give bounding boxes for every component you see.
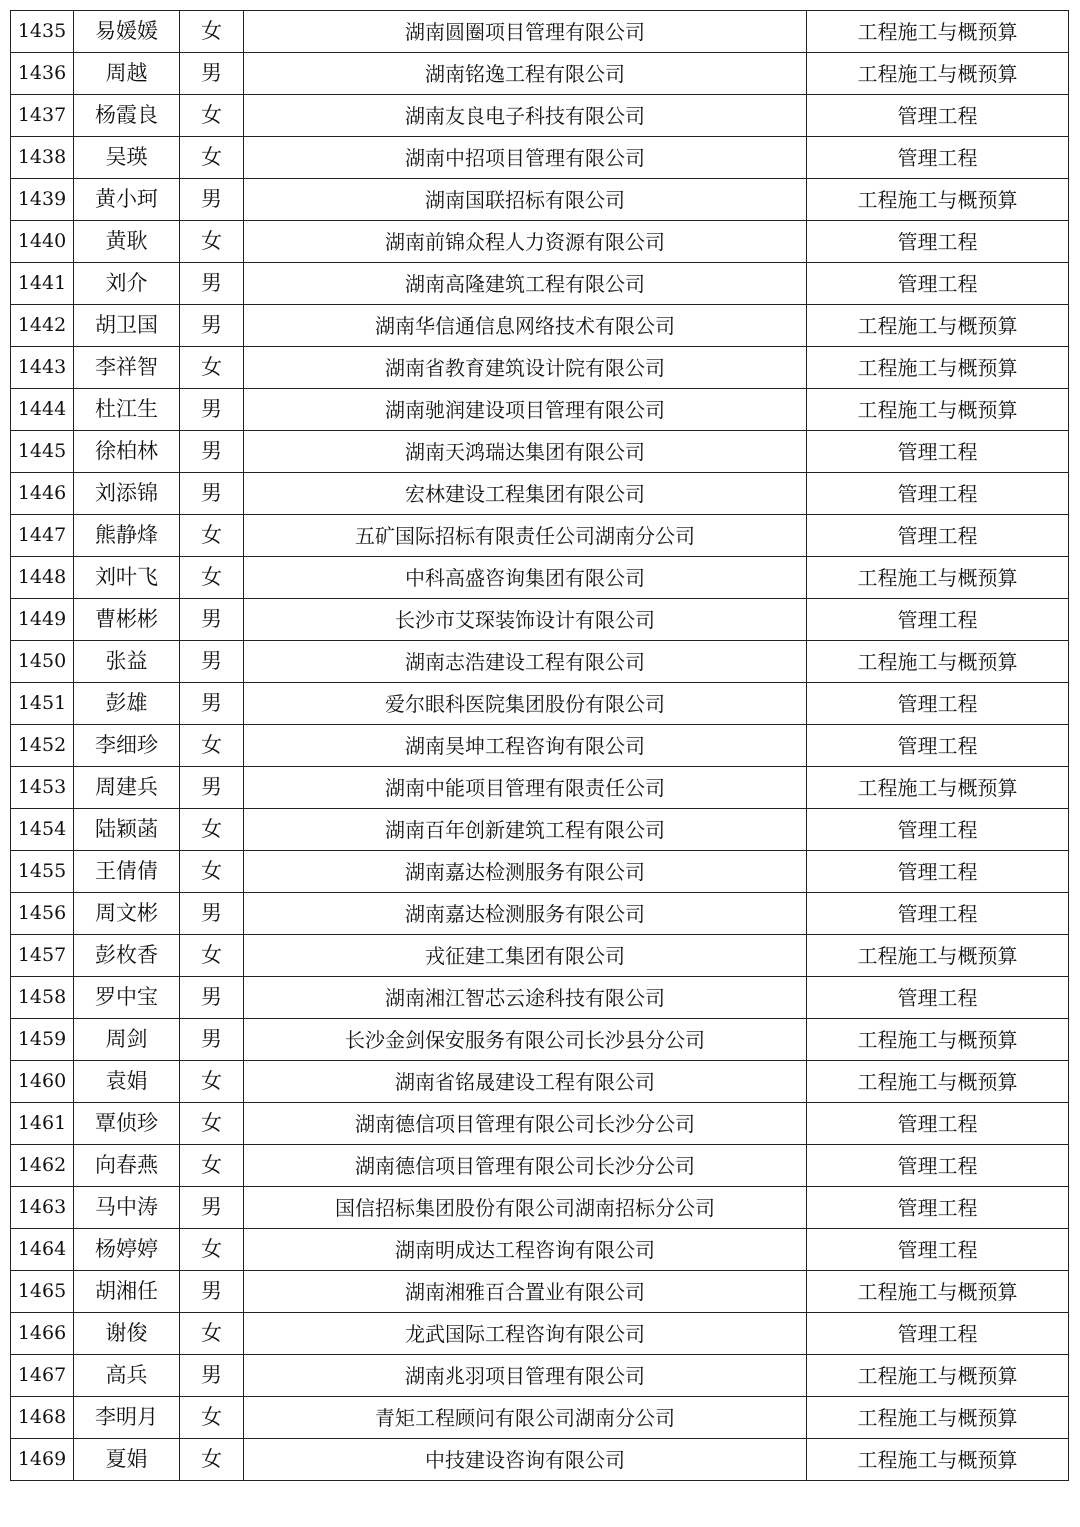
name-cell: 周文彬 [74, 893, 180, 935]
gender-cell: 男 [180, 263, 244, 305]
personnel-table-body [11, 11, 1069, 1481]
company-cell: 湖南湘江智芯云途科技有限公司 [244, 977, 807, 1019]
row-number-cell: 1453 [11, 767, 74, 809]
major-cell: 管理工程 [807, 977, 1069, 1019]
company-cell: 湖南嘉达检测服务有限公司 [244, 893, 807, 935]
table-row [11, 95, 1069, 137]
table-row [11, 347, 1069, 389]
row-number-cell: 1446 [11, 473, 74, 515]
table-row [11, 851, 1069, 893]
company-cell: 湖南省教育建筑设计院有限公司 [244, 347, 807, 389]
name-cell: 曹彬彬 [74, 599, 180, 641]
row-number-cell: 1455 [11, 851, 74, 893]
table-row [11, 683, 1069, 725]
table-row [11, 977, 1069, 1019]
row-number-cell: 1461 [11, 1103, 74, 1145]
major-cell: 管理工程 [807, 851, 1069, 893]
table-row [11, 389, 1069, 431]
major-cell: 管理工程 [807, 725, 1069, 767]
row-number-cell: 1442 [11, 305, 74, 347]
row-number-cell: 1467 [11, 1355, 74, 1397]
major-cell: 管理工程 [807, 221, 1069, 263]
company-cell: 湖南志浩建设工程有限公司 [244, 641, 807, 683]
major-cell: 管理工程 [807, 431, 1069, 473]
table-row [11, 179, 1069, 221]
major-cell: 工程施工与概预算 [807, 935, 1069, 977]
company-cell: 戎征建工集团有限公司 [244, 935, 807, 977]
row-number-cell: 1459 [11, 1019, 74, 1061]
company-cell: 长沙市艾琛装饰设计有限公司 [244, 599, 807, 641]
table-row [11, 1271, 1069, 1313]
gender-cell: 男 [180, 893, 244, 935]
name-cell: 杨霞良 [74, 95, 180, 137]
major-cell: 工程施工与概预算 [807, 1355, 1069, 1397]
company-cell: 湖南中能项目管理有限责任公司 [244, 767, 807, 809]
table-row [11, 1397, 1069, 1439]
row-number-cell: 1440 [11, 221, 74, 263]
company-cell: 湖南圆圈项目管理有限公司 [244, 11, 807, 53]
table-row [11, 893, 1069, 935]
name-cell: 胡卫国 [74, 305, 180, 347]
company-cell: 湖南省铭晟建设工程有限公司 [244, 1061, 807, 1103]
company-cell: 湖南高隆建筑工程有限公司 [244, 263, 807, 305]
gender-cell: 女 [180, 1145, 244, 1187]
table-row [11, 1145, 1069, 1187]
gender-cell: 男 [180, 1271, 244, 1313]
gender-cell: 女 [180, 1397, 244, 1439]
gender-cell: 女 [180, 557, 244, 599]
row-number-cell: 1438 [11, 137, 74, 179]
gender-cell: 男 [180, 389, 244, 431]
name-cell: 彭枚香 [74, 935, 180, 977]
row-number-cell: 1439 [11, 179, 74, 221]
name-cell: 周越 [74, 53, 180, 95]
name-cell: 杜江生 [74, 389, 180, 431]
row-number-cell: 1447 [11, 515, 74, 557]
major-cell: 管理工程 [807, 263, 1069, 305]
company-cell: 湖南兆羽项目管理有限公司 [244, 1355, 807, 1397]
name-cell: 陆颖菡 [74, 809, 180, 851]
gender-cell: 男 [180, 1019, 244, 1061]
company-cell: 湖南国联招标有限公司 [244, 179, 807, 221]
row-number-cell: 1445 [11, 431, 74, 473]
company-cell: 湖南湘雅百合置业有限公司 [244, 1271, 807, 1313]
table-row [11, 1103, 1069, 1145]
gender-cell: 女 [180, 95, 244, 137]
name-cell: 刘添锦 [74, 473, 180, 515]
table-row [11, 431, 1069, 473]
table-row [11, 221, 1069, 263]
gender-cell: 男 [180, 53, 244, 95]
table-row [11, 809, 1069, 851]
gender-cell: 男 [180, 1355, 244, 1397]
row-number-cell: 1464 [11, 1229, 74, 1271]
gender-cell: 女 [180, 347, 244, 389]
name-cell: 杨婷婷 [74, 1229, 180, 1271]
gender-cell: 男 [180, 641, 244, 683]
table-row [11, 1187, 1069, 1229]
personnel-table [10, 10, 1069, 1481]
company-cell: 湖南昊坤工程咨询有限公司 [244, 725, 807, 767]
gender-cell: 女 [180, 11, 244, 53]
gender-cell: 男 [180, 431, 244, 473]
table-row [11, 1061, 1069, 1103]
name-cell: 刘介 [74, 263, 180, 305]
row-number-cell: 1458 [11, 977, 74, 1019]
gender-cell: 男 [180, 977, 244, 1019]
gender-cell: 女 [180, 725, 244, 767]
row-number-cell: 1454 [11, 809, 74, 851]
company-cell: 湖南友良电子科技有限公司 [244, 95, 807, 137]
gender-cell: 女 [180, 1439, 244, 1481]
company-cell: 国信招标集团股份有限公司湖南招标分公司 [244, 1187, 807, 1229]
row-number-cell: 1443 [11, 347, 74, 389]
company-cell: 湖南铭逸工程有限公司 [244, 53, 807, 95]
table-row [11, 641, 1069, 683]
major-cell: 工程施工与概预算 [807, 179, 1069, 221]
row-number-cell: 1463 [11, 1187, 74, 1229]
name-cell: 李祥智 [74, 347, 180, 389]
company-cell: 湖南德信项目管理有限公司长沙分公司 [244, 1145, 807, 1187]
name-cell: 袁娟 [74, 1061, 180, 1103]
major-cell: 工程施工与概预算 [807, 347, 1069, 389]
gender-cell: 女 [180, 1061, 244, 1103]
table-row [11, 725, 1069, 767]
gender-cell: 女 [180, 1313, 244, 1355]
table-row [11, 515, 1069, 557]
name-cell: 彭雄 [74, 683, 180, 725]
table-row [11, 53, 1069, 95]
row-number-cell: 1457 [11, 935, 74, 977]
major-cell: 工程施工与概预算 [807, 389, 1069, 431]
row-number-cell: 1462 [11, 1145, 74, 1187]
row-number-cell: 1469 [11, 1439, 74, 1481]
table-row [11, 1229, 1069, 1271]
name-cell: 胡湘任 [74, 1271, 180, 1313]
major-cell: 管理工程 [807, 1145, 1069, 1187]
table-row [11, 1355, 1069, 1397]
row-number-cell: 1441 [11, 263, 74, 305]
major-cell: 管理工程 [807, 893, 1069, 935]
name-cell: 徐柏林 [74, 431, 180, 473]
gender-cell: 女 [180, 137, 244, 179]
gender-cell: 女 [180, 1103, 244, 1145]
row-number-cell: 1450 [11, 641, 74, 683]
major-cell: 管理工程 [807, 95, 1069, 137]
major-cell: 工程施工与概预算 [807, 11, 1069, 53]
major-cell: 管理工程 [807, 137, 1069, 179]
major-cell: 工程施工与概预算 [807, 305, 1069, 347]
company-cell: 湖南驰润建设项目管理有限公司 [244, 389, 807, 431]
row-number-cell: 1444 [11, 389, 74, 431]
name-cell: 周剑 [74, 1019, 180, 1061]
table-row [11, 557, 1069, 599]
table-row [11, 1019, 1069, 1061]
name-cell: 向春燕 [74, 1145, 180, 1187]
name-cell: 熊静烽 [74, 515, 180, 557]
name-cell: 夏娟 [74, 1439, 180, 1481]
major-cell: 工程施工与概预算 [807, 1397, 1069, 1439]
major-cell: 管理工程 [807, 599, 1069, 641]
row-number-cell: 1436 [11, 53, 74, 95]
row-number-cell: 1449 [11, 599, 74, 641]
name-cell: 刘叶飞 [74, 557, 180, 599]
row-number-cell: 1466 [11, 1313, 74, 1355]
major-cell: 工程施工与概预算 [807, 53, 1069, 95]
company-cell: 湖南嘉达检测服务有限公司 [244, 851, 807, 893]
company-cell: 中技建设咨询有限公司 [244, 1439, 807, 1481]
name-cell: 黄耿 [74, 221, 180, 263]
company-cell: 宏林建设工程集团有限公司 [244, 473, 807, 515]
major-cell: 工程施工与概预算 [807, 1271, 1069, 1313]
gender-cell: 女 [180, 1229, 244, 1271]
name-cell: 张益 [74, 641, 180, 683]
major-cell: 管理工程 [807, 1313, 1069, 1355]
major-cell: 工程施工与概预算 [807, 1061, 1069, 1103]
company-cell: 爱尔眼科医院集团股份有限公司 [244, 683, 807, 725]
table-row [11, 473, 1069, 515]
major-cell: 管理工程 [807, 515, 1069, 557]
company-cell: 湖南前锦众程人力资源有限公司 [244, 221, 807, 263]
table-row [11, 1313, 1069, 1355]
gender-cell: 女 [180, 851, 244, 893]
row-number-cell: 1435 [11, 11, 74, 53]
name-cell: 吴瑛 [74, 137, 180, 179]
row-number-cell: 1465 [11, 1271, 74, 1313]
row-number-cell: 1468 [11, 1397, 74, 1439]
major-cell: 管理工程 [807, 1229, 1069, 1271]
row-number-cell: 1456 [11, 893, 74, 935]
gender-cell: 女 [180, 221, 244, 263]
gender-cell: 女 [180, 935, 244, 977]
name-cell: 黄小珂 [74, 179, 180, 221]
table-row [11, 263, 1069, 305]
name-cell: 罗中宝 [74, 977, 180, 1019]
name-cell: 覃侦珍 [74, 1103, 180, 1145]
gender-cell: 男 [180, 767, 244, 809]
table-row [11, 935, 1069, 977]
table-row [11, 599, 1069, 641]
table-row [11, 767, 1069, 809]
personnel-list-sheet [10, 10, 1068, 1481]
name-cell: 易媛媛 [74, 11, 180, 53]
major-cell: 工程施工与概预算 [807, 1019, 1069, 1061]
company-cell: 长沙金剑保安服务有限公司长沙县分公司 [244, 1019, 807, 1061]
major-cell: 管理工程 [807, 683, 1069, 725]
name-cell: 王倩倩 [74, 851, 180, 893]
major-cell: 工程施工与概预算 [807, 641, 1069, 683]
table-row [11, 1439, 1069, 1481]
company-cell: 湖南天鸿瑞达集团有限公司 [244, 431, 807, 473]
gender-cell: 男 [180, 473, 244, 515]
company-cell: 湖南德信项目管理有限公司长沙分公司 [244, 1103, 807, 1145]
major-cell: 工程施工与概预算 [807, 767, 1069, 809]
name-cell: 马中涛 [74, 1187, 180, 1229]
major-cell: 管理工程 [807, 1103, 1069, 1145]
name-cell: 周建兵 [74, 767, 180, 809]
name-cell: 李细珍 [74, 725, 180, 767]
gender-cell: 女 [180, 809, 244, 851]
company-cell: 龙武国际工程咨询有限公司 [244, 1313, 807, 1355]
name-cell: 高兵 [74, 1355, 180, 1397]
company-cell: 湖南百年创新建筑工程有限公司 [244, 809, 807, 851]
gender-cell: 男 [180, 1187, 244, 1229]
name-cell: 李明月 [74, 1397, 180, 1439]
company-cell: 青矩工程顾问有限公司湖南分公司 [244, 1397, 807, 1439]
major-cell: 工程施工与概预算 [807, 557, 1069, 599]
major-cell: 管理工程 [807, 1187, 1069, 1229]
major-cell: 管理工程 [807, 809, 1069, 851]
row-number-cell: 1448 [11, 557, 74, 599]
gender-cell: 男 [180, 305, 244, 347]
gender-cell: 男 [180, 683, 244, 725]
row-number-cell: 1452 [11, 725, 74, 767]
company-cell: 湖南中招项目管理有限公司 [244, 137, 807, 179]
gender-cell: 女 [180, 515, 244, 557]
table-row [11, 305, 1069, 347]
company-cell: 中科高盛咨询集团有限公司 [244, 557, 807, 599]
gender-cell: 男 [180, 179, 244, 221]
row-number-cell: 1460 [11, 1061, 74, 1103]
company-cell: 湖南华信通信息网络技术有限公司 [244, 305, 807, 347]
row-number-cell: 1451 [11, 683, 74, 725]
company-cell: 湖南明成达工程咨询有限公司 [244, 1229, 807, 1271]
major-cell: 工程施工与概预算 [807, 1439, 1069, 1481]
gender-cell: 男 [180, 599, 244, 641]
name-cell: 谢俊 [74, 1313, 180, 1355]
table-row [11, 11, 1069, 53]
company-cell: 五矿国际招标有限责任公司湖南分公司 [244, 515, 807, 557]
table-row [11, 137, 1069, 179]
row-number-cell: 1437 [11, 95, 74, 137]
major-cell: 管理工程 [807, 473, 1069, 515]
